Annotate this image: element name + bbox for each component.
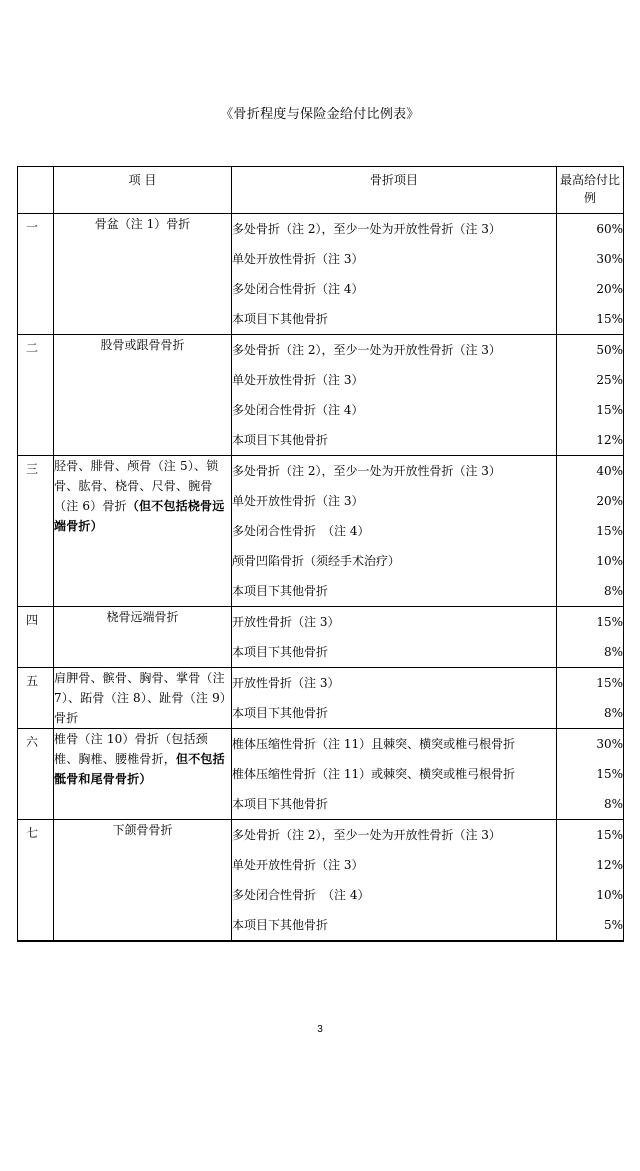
item-text: 胫骨、腓骨、颅骨（注 5）、锁骨、肱骨、桡骨、尺骨、腕骨（注 6）骨折 — [54, 459, 219, 513]
ratio-cell — [557, 729, 624, 820]
ratio-value: 12% — [596, 858, 623, 872]
item-text: 桡骨远端骨折 — [106, 610, 179, 624]
ratio-value: 40% — [596, 464, 623, 478]
table-row — [18, 668, 624, 729]
item-cell — [54, 820, 232, 942]
row-index: 二 — [18, 335, 54, 456]
ratio-value: 10% — [596, 554, 623, 568]
row-index: 七 — [18, 820, 54, 942]
fracture-item: 椎体压缩性骨折（注 11）且棘突、横突或椎弓根骨折 — [232, 737, 516, 751]
table-row — [18, 607, 624, 668]
fracture-item: 本项目下其他骨折 — [232, 706, 329, 720]
item-cell — [54, 607, 232, 668]
fracture-item: 椎体压缩性骨折（注 11）或棘突、横突或椎弓根骨折 — [232, 767, 516, 781]
ratio-value: 15% — [596, 615, 623, 629]
ratio-cell — [557, 456, 624, 607]
ratio-cell — [557, 820, 624, 942]
fracture-item: 多处骨折（注 2），至少一处为开放性骨折（注 3） — [232, 222, 501, 236]
ratio-cell — [557, 607, 624, 668]
fracture-ratio-table — [17, 166, 624, 942]
ratio-value: 15% — [596, 524, 623, 538]
ratio-cell — [557, 335, 624, 456]
ratio-value: 25% — [596, 373, 623, 387]
ratio-value: 30% — [596, 252, 623, 266]
item-text: 下颌骨骨折 — [112, 823, 173, 837]
fracture-items-cell — [232, 214, 557, 335]
ratio-value: 5% — [603, 918, 623, 932]
fracture-item: 单处开放性骨折（注 3） — [232, 494, 364, 508]
fracture-items-cell — [232, 668, 557, 729]
header-fracture: 骨折项目 — [232, 167, 557, 214]
header-item: 项 目 — [54, 167, 232, 214]
document-title: 《骨折程度与保险金给付比例表》 — [220, 107, 420, 122]
header-blank — [18, 167, 54, 214]
ratio-value: 8% — [603, 706, 623, 720]
ratio-value: 20% — [596, 494, 623, 508]
fracture-items-cell — [232, 456, 557, 607]
row-index: 六 — [18, 729, 54, 820]
row-index: 四 — [18, 607, 54, 668]
fracture-item: 本项目下其他骨折 — [232, 433, 329, 447]
fracture-item: 多处闭合性骨折 （注 4） — [232, 888, 370, 902]
ratio-value: 12% — [596, 433, 623, 447]
ratio-value: 60% — [596, 222, 623, 236]
table-row — [18, 729, 624, 820]
ratio-value: 30% — [596, 737, 623, 751]
item-cell — [54, 729, 232, 820]
item-exclusion-text: （但不包括桡骨远端骨折） — [54, 499, 225, 533]
fracture-item: 本项目下其他骨折 — [232, 918, 329, 932]
fracture-item: 本项目下其他骨折 — [232, 312, 329, 326]
fracture-item: 本项目下其他骨折 — [232, 645, 329, 659]
ratio-value: 8% — [603, 797, 623, 811]
fracture-items-cell — [232, 820, 557, 942]
item-cell — [54, 335, 232, 456]
page-number: 3 — [317, 1024, 323, 1035]
ratio-value: 10% — [596, 888, 623, 902]
item-text: 椎骨（注 10）骨折（包括颈椎、胸椎、腰椎骨折， — [54, 732, 208, 766]
row-index: 三 — [18, 456, 54, 607]
row-index: 五 — [18, 668, 54, 729]
ratio-value: 15% — [596, 312, 623, 326]
fracture-item: 单处开放性骨折（注 3） — [232, 858, 364, 872]
fracture-item: 多处骨折（注 2），至少一处为开放性骨折（注 3） — [232, 464, 501, 478]
item-text: 骨盆（注 1）骨折 — [94, 217, 191, 231]
fracture-items-cell — [232, 607, 557, 668]
fracture-item: 开放性骨折（注 3） — [232, 615, 340, 629]
item-cell — [54, 214, 232, 335]
table-header-row — [18, 167, 624, 214]
ratio-value: 8% — [603, 645, 623, 659]
fracture-item: 多处闭合性骨折（注 4） — [232, 282, 364, 296]
ratio-value: 20% — [596, 282, 623, 296]
fracture-item: 颅骨凹陷骨折（须经手术治疗） — [232, 554, 401, 568]
table-row — [18, 335, 624, 456]
table-row — [18, 214, 624, 335]
ratio-value: 15% — [596, 767, 623, 781]
fracture-items-cell — [232, 729, 557, 820]
table-body — [18, 214, 624, 942]
item-cell — [54, 668, 232, 729]
table-row — [18, 820, 624, 942]
ratio-value: 15% — [596, 828, 623, 842]
fracture-items-cell — [232, 335, 557, 456]
row-index: 一 — [18, 214, 54, 335]
fracture-item: 单处开放性骨折（注 3） — [232, 373, 364, 387]
ratio-value: 15% — [596, 403, 623, 417]
header-ratio: 最高给付比例 — [557, 167, 624, 214]
fracture-item: 单处开放性骨折（注 3） — [232, 252, 364, 266]
ratio-value: 50% — [596, 343, 623, 357]
fracture-item: 开放性骨折（注 3） — [232, 676, 340, 690]
item-text: 股骨或跟骨骨折 — [100, 338, 185, 352]
ratio-value: 8% — [603, 584, 623, 598]
fracture-item: 多处闭合性骨折（注 4） — [232, 403, 364, 417]
item-exclusion-text: 但不包括骶骨和尾骨骨折） — [54, 752, 225, 786]
fracture-item: 本项目下其他骨折 — [232, 584, 329, 598]
fracture-item: 本项目下其他骨折 — [232, 797, 329, 811]
item-text: 肩胛骨、髌骨、胸骨、掌骨（注 7）、跖骨（注 8）、趾骨（注 9）骨折 — [54, 671, 227, 725]
ratio-cell — [557, 668, 624, 729]
fracture-item: 多处闭合性骨折 （注 4） — [232, 524, 370, 538]
ratio-cell — [557, 214, 624, 335]
fracture-item: 多处骨折（注 2），至少一处为开放性骨折（注 3） — [232, 343, 501, 357]
table-row — [18, 456, 624, 607]
item-cell — [54, 456, 232, 607]
ratio-value: 15% — [596, 676, 623, 690]
fracture-item: 多处骨折（注 2），至少一处为开放性骨折（注 3） — [232, 828, 501, 842]
